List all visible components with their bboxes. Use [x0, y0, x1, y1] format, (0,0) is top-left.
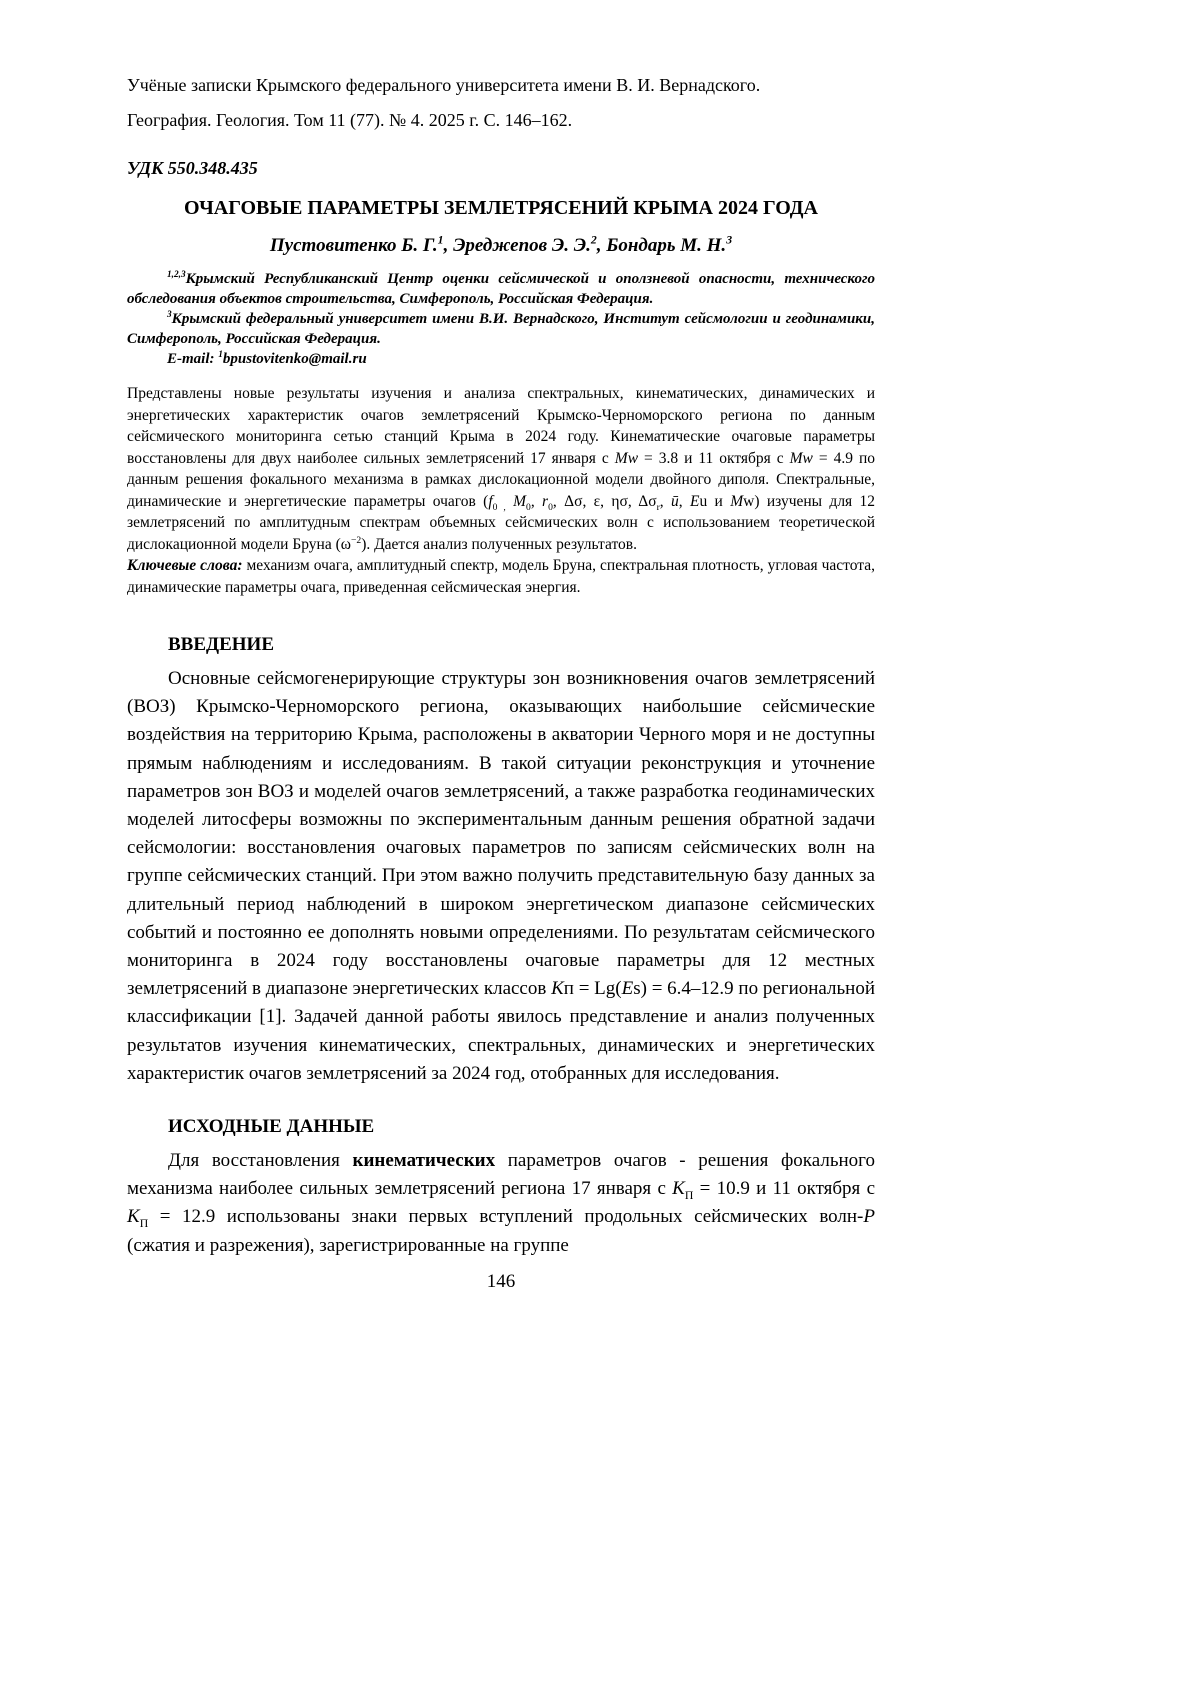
keywords-text: Ключевые слова: механизм очага, амплитудный спектр, модель Бруна, спектральная плотность, угловая частота, динамические параметры очага, приведенная сейсмическая энергия. [127, 557, 875, 596]
authors-line: Пустовитенко Б. Г.$^1$, Эреджепов Э. Э.$^2$, Бондарь М. Н.$^3$ [269, 233, 733, 256]
affiliation-2: $^3$Крымский федеральный университет имени В.И. Вернадского, Институт сейсмологии и геодинамики, Симферополь, Российская Федерация. [127, 310, 875, 347]
affiliation-1: $^{1,2,3}$Крымский Республиканский Центр оценки сейсмической и оползневой опасности, технического обследования объектов строительства, Симферополь, Российская Федерация. [127, 270, 875, 307]
journal-header-line-2: География. Геология. Том 11 (77). № 4. 2025 г. С. 146–162. [127, 110, 573, 130]
abstract-text: Представлены новые результаты изучения и анализа спектральных, кинематических, динамических и энергетических характеристик очагов землетрясений Крымско-Черноморского региона по данным сейсмического мониторинга сетью станций Крыма в 2024 году. Кинематические очаговые параметры восстановлены для двух наиболее сильных землетрясений 17 января с Mw = 3.8 и 11 октября с Mw = 4.9 по данным решения фокального механизма в рамках дислокационной модели двойного диполя. Спектральные, динамические и энергетические параметры очагов ($f_{0 ,}$ $M_0$, $r_0$, Δσ, ε, ησ, $\Delta\sigma_r$, ū, Eu и Mw) изучены для 12 землетрясений по амплитудным спектрам объемных сейсмических волн с использованием теоретической дислокационной модели Бруна $(\omega^{-2})$. Дается анализ полученных результатов. [127, 385, 876, 553]
email-line: E-mail: $^1$bpustovitenko@mail.ru [167, 350, 367, 367]
affiliations-block [127, 269, 875, 369]
source-data-paragraph: Для восстановления кинематических параметров очагов - решения фокального механизма наиболее сильных землетрясений региона 17 января с $K_П = 10.9$ и 11 октября с $K_П = 12.9$ использованы знаки первых вступлений продольных сейсмических волн-P (сжатия и разрежения), зарегистрированные на группе [127, 1150, 876, 1256]
udk-code: УДК 550.348.435 [127, 158, 258, 178]
journal-header-line-1: Учёные записки Крымского федерального университета имени В. И. Вернадского. [127, 75, 761, 95]
section-heading-introduction: ВВЕДЕНИЕ [168, 634, 274, 655]
page-number: 146 [486, 1270, 516, 1292]
section-heading-source-data: ИСХОДНЫЕ ДАННЫЕ [168, 1116, 375, 1138]
introduction-paragraph: Основные сейсмогенерирующие структуры зон возникновения очагов землетрясений (ВОЗ) Крымско-Черноморского региона, оказывающих наибольшие сейсмические воздействия на территорию Крыма, расположены в акватории Черного моря и не доступны прямым наблюдениям и исследованиям. В такой ситуации реконструкция и уточнение параметров зон ВОЗ и моделей очагов землетрясений, а также разработка геодинамических моделей литосферы возможны по экспериментальным данным решения обратной задачи сейсмологии: восстановления очаговых параметров по записям сейсмических волн на группе сейсмических станций. При этом важно получить представительную базу данных за длительный период наблюдений в широком энергетическом диапазоне сейсмических событий и постоянно ее дополнять новыми определениями. По результатам сейсмического мониторинга в 2024 году восстановлены очаговые параметры для 12 местных землетрясений в диапазоне энергетических классов Kп = Lg(Es) = 6.4–12.9 по региональной классификации [1]. Задачей данной работы явилось представление и анализ полученных результатов изучения кинематических, спектральных, динамических и энергетических характеристик очагов землетрясений за 2024 год, отобранных для исследования. [127, 668, 875, 1084]
paper-title: ОЧАГОВЫЕ ПАРАМЕТРЫ ЗЕМЛЕТРЯСЕНИЙ КРЫМА 2024 ГОДА [184, 197, 818, 219]
